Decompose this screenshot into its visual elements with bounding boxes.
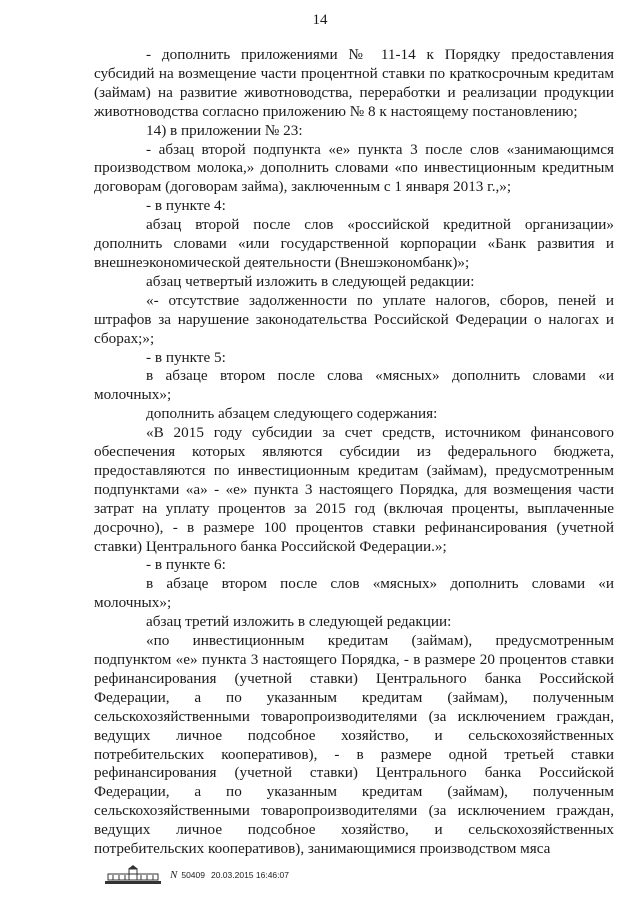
- paragraph: - в пункте 5:: [146, 348, 226, 366]
- page-number: 14: [312, 12, 328, 28]
- paragraph: в абзаце втором после слов «мясных» дополнить словами «и молочных»;: [94, 575, 614, 612]
- document-timestamp: 20.03.2015 16:46:07: [210, 870, 289, 880]
- paragraph: «- отсутствие задолженности по уплате налогов, сборов, пеней и штрафов за нарушение законодательства Российской Федерации о налогах и сборах;»;: [94, 291, 614, 347]
- paragraph: - дополнить приложениями № 11-14 к Порядку предоставления субсидий на возмещение части процентной ставки по краткосрочным кредитам (займам) на развитие животноводства, переработки и реализации продукции животноводства согласно приложению № 8 к настоящему постановлению;: [94, 46, 614, 120]
- paragraph: абзац второй после слов «российской кредитной организации» дополнить словами «или государственной корпорации «Банк развития и внешнеэкономической деятельности (Внешэкономбанк)»;: [94, 216, 614, 271]
- registration-mark: N: [170, 869, 178, 881]
- paragraph: - в пункте 6:: [146, 556, 226, 574]
- paragraph: «по инвестиционным кредитам (займам), предусмотренным подпунктом «е» пункта 3 настоящего Порядка, - в размере 20 процентов ставки рефинансирования (учетной ставки) Центрального банка Российской Федерации, а по указанным кредитам (займам), полученным сельскохозяйственными товаропроизводителями (за исключением граждан, ведущих личное подсобное хозяйство, и сельскохозяйственных потребительских кооперативов), - в размере одной третьей ставки рефинансирования (учетной ставки) Центрального банка Российской Федерации, а по указанным кредитам (займам), полученным сельскохозяйственными товаропроизводителями (за исключением граждан, ведущих личное подсобное хозяйство, и сельскохозяйственных потребительских кооперативов), занимающимися производством мяса: [94, 632, 614, 858]
- paragraph: абзац четвертый изложить в следующей редакции:: [146, 272, 475, 290]
- paragraph: дополнить абзацем следующего содержания:: [146, 405, 438, 423]
- paragraph: 14) в приложении № 23:: [146, 121, 303, 139]
- paragraph: «В 2015 году субсидии за счет средств, источником финансового обеспечения которых являются субсидии из федерального бюджета, предоставляются по инвестиционным кредитам (займам), предусмотренным подпунктами «а» - «е» пункта 3 настоящего Порядка, для возмещения части затрат на уплату процентов за 2015 год (включая проценты, выплаченные досрочно), - в размере 100 процентов ставки рефинансирования (учетной ставки) Центрального банка Российской Федерации.»;: [94, 424, 614, 555]
- government-building-logo: [104, 865, 162, 885]
- paragraph: - в пункте 4:: [146, 197, 226, 215]
- paragraph: в абзаце втором после слова «мясных» дополнить словами «и молочных»;: [94, 367, 614, 404]
- document-footer: [104, 864, 289, 886]
- paragraph: - абзац второй подпункта «е» пункта 3 после слов «занимающимся производством молока,» дополнить словами «по инвестиционным кредитным договорам (договорам займа), заключенным с 1 января 2013 г.,»;: [94, 140, 614, 196]
- document-number: 50409: [181, 870, 205, 880]
- paragraph: абзац третий изложить в следующей редакции:: [146, 613, 452, 631]
- document-body: [94, 46, 614, 859]
